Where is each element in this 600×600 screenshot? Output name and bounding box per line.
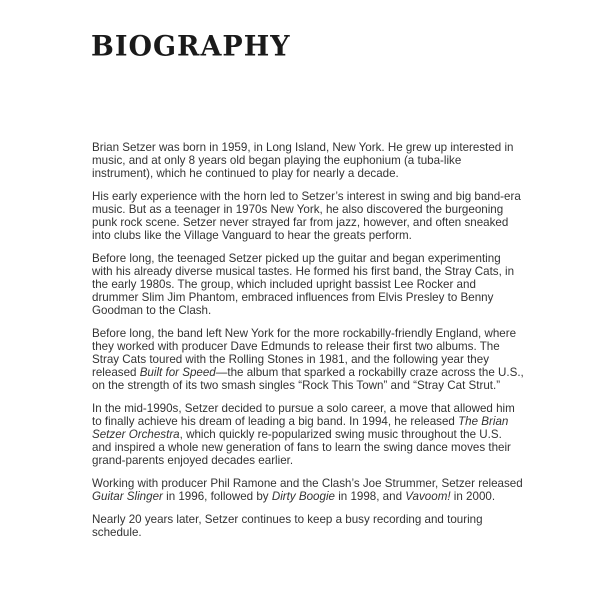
page-title: BIOGRAPHY bbox=[91, 30, 291, 63]
biography-paragraph bbox=[92, 190, 524, 242]
biography-paragraph bbox=[92, 513, 524, 539]
paragraph-text: , which quickly re-popularized swing music throughout the U.S. and inspired a whole new generation of fans to learn the swing dance moves their grand-parents enjoyed decades earlier. bbox=[92, 428, 511, 467]
biography-paragraph bbox=[92, 252, 524, 317]
biography-paragraph bbox=[92, 402, 524, 467]
biography-body bbox=[92, 141, 524, 549]
paragraph-text: Working with producer Phil Ramone and the Clash’s Joe Strummer, Setzer released bbox=[92, 477, 523, 490]
title-reference: Guitar Slinger bbox=[92, 490, 163, 503]
biography-paragraph bbox=[92, 477, 524, 503]
paragraph-text: in 2000. bbox=[450, 490, 496, 503]
paragraph-text: in 1996, followed by bbox=[162, 490, 272, 503]
paragraph-text: His early experience with the horn led to Setzer’s interest in swing and big band-era music. But as a teenager in 1970s New York, he also discovered the burgeoning punk rock scene. Setzer never strayed far from jazz, however, and often sneaked into clubs like the Village Vanguard to hear the greats perform. bbox=[92, 190, 521, 242]
title-reference: Dirty Boogie bbox=[271, 490, 335, 503]
biography-paragraph bbox=[92, 327, 524, 392]
paragraph-text: —the album that sparked a rockabilly craze across the U.S., on the strength of its two smash singles “Rock This Town” and “Stray Cat Strut.” bbox=[92, 366, 524, 392]
paragraph-text: Before long, the teenaged Setzer picked up the guitar and began experimenting with his already diverse musical tastes. He formed his first band, the Stray Cats, in the early 1980s. The group, which included upright bassist Lee Rocker and drummer Slim Jim Phantom, embraced influences from Elvis Presley to Benny Goodman to the Clash. bbox=[92, 252, 515, 317]
paragraph-text: Before long, the band left New York for the more rockabilly-friendly England, where they worked with producer Dave Edmunds to release their first two albums. The Stray Cats toured with the Rolling Stones in 1981, and the following year they released bbox=[92, 327, 517, 379]
paragraph-text: In the mid-1990s, Setzer decided to pursue a solo career, a move that allowed him to finally achieve his dream of leading a big band. In 1994, he released bbox=[92, 402, 515, 428]
biography-paragraph bbox=[92, 141, 524, 180]
title-reference: Built for Speed bbox=[139, 366, 216, 379]
title-reference: Vavoom! bbox=[405, 490, 451, 503]
paragraph-text: Brian Setzer was born in 1959, in Long Island, New York. He grew up interested in music, and at only 8 years old began playing the euphonium (a tuba-like instrument), which he continued to play for nearly a decade. bbox=[92, 141, 514, 180]
title-reference: The Brian Setzer Orchestra bbox=[92, 415, 509, 441]
paragraph-text: in 1998, and bbox=[334, 490, 406, 503]
paragraph-text: Nearly 20 years later, Setzer continues to keep a busy recording and touring schedule. bbox=[92, 513, 483, 539]
